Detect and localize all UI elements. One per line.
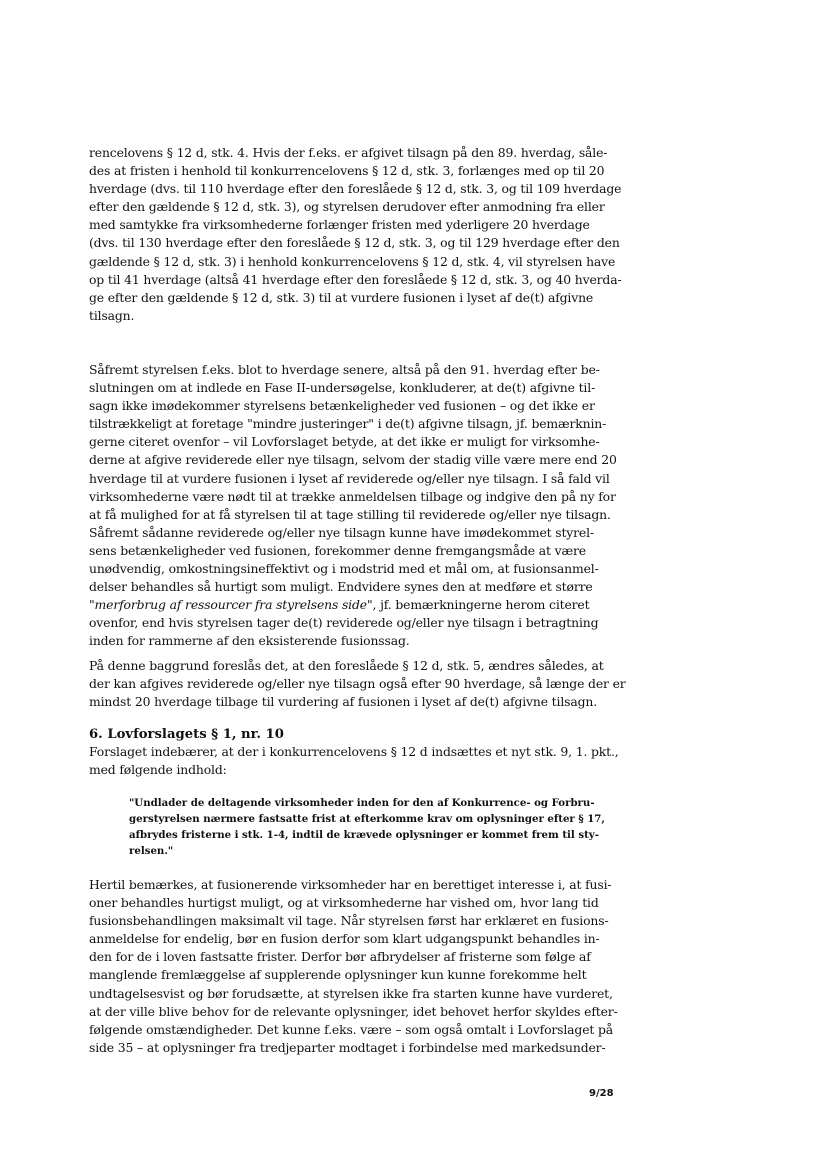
text-line: fusionsbehandlingen maksimalt vil tage. Når styrelsen først har erklæret en fusions-: [89, 913, 609, 929]
text-line: efter den gældende § 12 d, stk. 3), og styrelsen derudover efter anmodning fra eller: [89, 199, 605, 215]
text-line: virksomhederne være nødt til at trække anmeldelsen tilbage og indgive den på ny for: [89, 488, 616, 504]
paragraph-4: [89, 743, 619, 779]
quote-line: afbrydes fristerne i stk. 1-4, indtil de krævede oplysninger er kommet frem til sty-: [129, 829, 599, 841]
text-line: mindst 20 hverdage tilbage til vurdering af fusionen i lyset af de(t) afgivne tilsagn.: [89, 694, 597, 710]
text-line: manglende fremlæggelse af supplerende oplysninger kun kunne forekomme helt: [89, 967, 587, 983]
text-line: rencelovens § 12 d, stk. 4. Hvis der f.eks. er afgivet tilsagn på den 89. hverdag, såle-: [89, 145, 608, 160]
text-line: sagn ikke imødekommer styrelsens betænkeligheder ved fusionen – og det ikke er: [89, 398, 595, 414]
paragraph-1: [89, 144, 622, 325]
text-line: side 35 – at oplysninger fra tredjeparter modtaget i forbindelse med markedsunder-: [89, 1039, 606, 1055]
text-line: delser behandles så hurtigt som muligt. Endvidere synes den at medføre et større: [89, 579, 593, 595]
text-line: hverdage (dvs. til 110 hverdage efter den foreslåede § 12 d, stk. 3, og til 109 hverdage: [89, 181, 622, 197]
text-line: gerne citeret ovenfor – vil Lovforslaget betyde, at det ikke er muligt for virksomhe-: [89, 434, 600, 450]
text-line: Såfremt sådanne reviderede og/eller nye tilsagn kunne have imødekommet styrel-: [89, 524, 594, 540]
text-line: (dvs. til 130 hverdage efter den foreslåede § 12 d, stk. 3, og til 129 hverdage efter den: [89, 235, 620, 251]
paragraph-5: [89, 876, 618, 1057]
text-line: unødvendig, omkostningsineffektivt og i modstrid med et mål om, at fusionsanmel-: [89, 561, 599, 577]
text-line: følgende omstændigheder. Det kunne f.eks. være – som også omtalt i Lovforslaget på: [89, 1021, 614, 1037]
text-line: oner behandles hurtigst muligt, og at virksomhederne har vished om, hvor lang tid: [89, 895, 599, 911]
text-line: sens betænkeligheder ved fusionen, forekommer denne fremgangsmåde at være: [89, 542, 586, 558]
text-fragment: , jf. bemærkningerne herom citeret: [372, 597, 590, 613]
paragraph-3: [89, 657, 626, 711]
quote-line: relsen.": [129, 845, 174, 857]
text-line: slutningen om at indlede en Fase II-undersøgelse, konkluderer, at de(t) afgivne til-: [89, 380, 596, 396]
text-line: med følgende indhold:: [89, 762, 227, 778]
text-line: anmeldelse for endelig, bør en fusion derfor som klart udgangspunkt behandles in-: [89, 931, 600, 947]
text-line: På denne baggrund foreslås det, at den foreslåede § 12 d, stk. 5, ændres således, at: [89, 658, 604, 673]
block-quote: [129, 795, 605, 859]
quote-line: "Undlader de deltagende virksomheder inden for den af Konkurrence- og Forbru-: [129, 797, 595, 809]
text-line: ge efter den gældende § 12 d, stk. 3) til at vurdere fusionen i lyset af de(t) afgivne: [89, 289, 594, 305]
text-line: derne at afgive reviderede eller nye tilsagn, selvom der stadig ville være mere end 20: [89, 452, 617, 468]
quote-line: gerstyrelsen nærmere fastsatte frist at efterkomme krav om oplysninger efter § 17,: [129, 813, 605, 825]
page-number: 9/28: [589, 1088, 614, 1099]
text-line: hverdage til at vurdere fusionen i lyset af reviderede og/eller nye tilsagn. I så fald vil: [89, 470, 610, 486]
text-line: undtagelsesvist og bør forudsætte, at styrelsen ikke fra starten kunne have vurderet,: [89, 985, 613, 1001]
italic-quote: "merforbrug af ressourcer fra styrelsens side": [89, 597, 373, 613]
text-line: gældende § 12 d, stk. 3) i henhold konkurrencelovens § 12 d, stk. 4, vil styrelsen have: [89, 253, 616, 269]
text-line: Forslaget indebærer, at der i konkurrencelovens § 12 d indsættes et nyt stk. 9, 1. pkt.,: [89, 744, 619, 759]
text-line: med samtykke fra virksomhederne forlænger fristen med yderligere 20 hverdage: [89, 217, 590, 233]
text-line: inden for rammerne af den eksisterende fusionssag.: [89, 633, 410, 649]
text-line: Såfremt styrelsen f.eks. blot to hverdage senere, altså på den 91. hverdag efter be-: [89, 362, 600, 377]
text-line: tilsagn.: [89, 307, 135, 323]
text-line: den for de i loven fastsatte frister. Derfor bør afbrydelser af fristerne som følge af: [89, 949, 591, 965]
text-line: at få mulighed for at få styrelsen til at tage stilling til reviderede og/eller nye tilsagn.: [89, 506, 611, 522]
text-line: ovenfor, end hvis styrelsen tager de(t) reviderede og/eller nye tilsagn i betragtning: [89, 615, 599, 631]
text-line: [89, 596, 601, 614]
paragraph-2: [89, 361, 617, 651]
text-line: tilstrækkeligt at foretage "mindre justeringer" i de(t) afgivne tilsagn, jf. bemærknin-: [89, 416, 607, 432]
text-line: op til 41 hverdage (altså 41 hverdage efter den foreslåede § 12 d, stk. 3, og 40 hverda-: [89, 271, 622, 287]
text-line: Hertil bemærkes, at fusionerende virksomheder har en berettiget interesse i, at fusi-: [89, 877, 612, 892]
text-line: des at fristen i henhold til konkurrencelovens § 12 d, stk. 3, forlænges med op til 20: [89, 163, 605, 179]
text-line: der kan afgives reviderede og/eller nye tilsagn også efter 90 hverdage, så længe der er: [89, 676, 626, 692]
text-line: at der ville blive behov for de relevante oplysninger, idet behovet herfor skyldes efter-: [89, 1003, 618, 1019]
section-heading: 6. Lovforslagets § 1, nr. 10: [89, 727, 284, 742]
